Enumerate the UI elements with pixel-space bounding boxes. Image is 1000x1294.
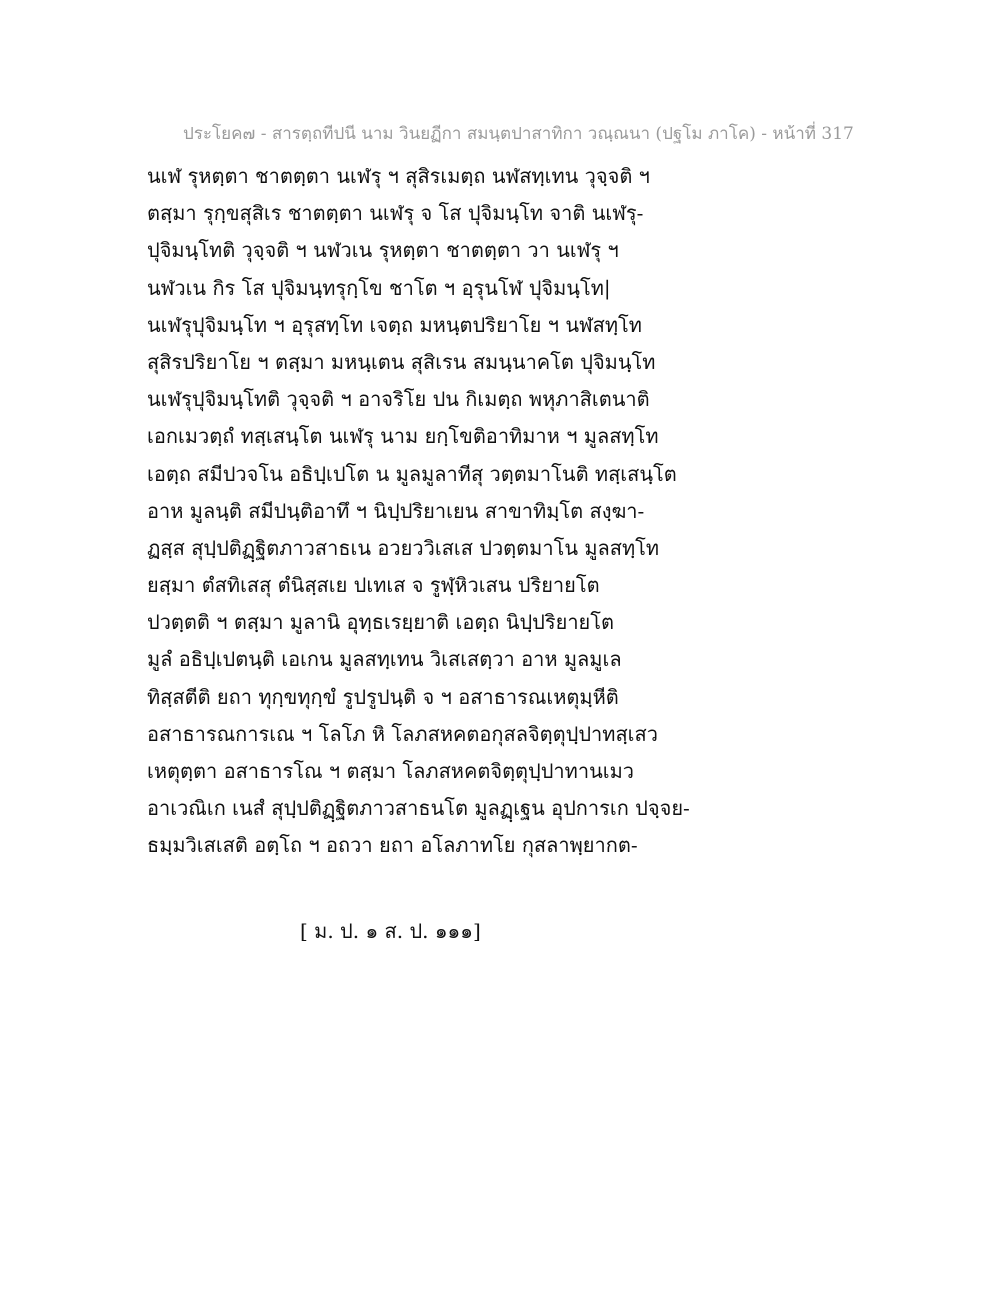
text-line: อาเวณิเก เนสํ สุปฺปติฏฺฐิตภาวสาธนโต มูลฏฺเฐน อุปการเก ปจฺจย-: [147, 796, 690, 821]
text-line: ยสฺมา ตํสทิเสสุ ตํนิสฺสเย ปเทเส จ รูฬฺหิวเสน ปริยายโต: [147, 573, 600, 598]
body-text: [147, 158, 867, 865]
text-line: ทิสฺสตีติ ยถา ทุกฺขทุกฺขํ รูปรูปนฺติ จ ฯ อสาธารณเหตุมฺหีติ: [147, 684, 619, 709]
text-line: ตสฺมา รุกฺขสุสิเร ชาตตฺตา นเฬรุ จ โส ปุจิมนฺโท จาติ นเฬรุ-: [147, 201, 644, 226]
text-line: ธมฺมวิเสเสติ อตฺโถ ฯ อถวา ยถา อโลภาทโย กุสลาพฺยากต-: [147, 833, 638, 858]
text-line: เอตฺถ สมีปวจโน อธิปฺเปโต น มูลมูลาทีสุ วตฺตมาโนติ ทสฺเสนฺโต: [147, 461, 677, 486]
text-line: นเฬรุปุจิมนฺโท ฯ อฺรุสทฺโท เจตฺถ มหนฺตปริยาโย ฯ นฬสทฺโท: [147, 312, 642, 337]
footnote-reference: [ ม. ป. ๑ ส. ป. ๑๑๑]: [300, 919, 481, 943]
text-line: ปวตฺตติ ฯ ตสฺมา มูลานิ อุทฺธเรยฺยาติ เอตฺถ นิปฺปริยายโต: [147, 610, 615, 635]
running-header: ประโยค๗ - สารตฺถทีปนี นาม วินยฏีกา สมนฺตปาสาทิกา วณฺณนา (ปฐโม ภาโค) - หน้าที่ 317: [183, 124, 854, 144]
text-line: เอกเมวตฺถํ ทสฺเสนฺโต นเฬรุ นาม ยกฺโขติอาทิมาห ฯ มูลสทฺโท: [147, 424, 659, 449]
text-line: นเฬ รุหตฺตา ชาตตฺตา นเฬรุ ฯ สุสิรเมตฺถ นฬสทฺเทน วุจฺจติ ฯ: [147, 164, 650, 188]
text-line: สุสิรปริยาโย ฯ ตสฺมา มหนฺเตน สุสิเรน สมนฺนาคโต ปุจิมนฺโท: [147, 349, 656, 374]
text-line: เหตุตฺตา อสาธารโณ ฯ ตสฺมา โลภสหคตจิตฺตุปฺปาทานเมว: [147, 759, 635, 783]
text-line: ปุจิมนฺโทติ วุจฺจติ ฯ นฬวเน รุหตฺตา ชาตตฺตา วา นเฬรุ ฯ: [147, 238, 619, 263]
text-line: นเฬรุปุจิมนฺโทติ วุจฺจติ ฯ อาจริโย ปน กิเมตฺถ พหุภาสิเตนาติ: [147, 387, 650, 412]
text-line: อสาธารณการเณ ฯ โลโภ หิ โลภสหคตอกุสลจิตฺตุปฺปาทสฺเสว: [147, 721, 658, 746]
text-line: มูลํ อธิปฺเปตนฺติ เอเกน มูลสทฺเทน วิเสเสตฺวา อาห มูลมูเล: [147, 647, 622, 672]
text-line: นฬวเน กิร โส ปุจิมนฺทรุกฺโข ชาโต ฯ อฺรุนโฬ ปุจิมนฺโท|: [147, 275, 611, 300]
text-line: ฏสฺส สุปฺปติฏฺฐิตภาวสาธเน อวยววิเสเส ปวตฺตมาโน มูลสทฺโท: [147, 535, 660, 560]
text-line: อาห มูลนฺติ สมีปนฺติอาทึ ฯ นิปฺปริยาเยน สาขาทิมฺโต สงฺฆา-: [147, 498, 645, 523]
